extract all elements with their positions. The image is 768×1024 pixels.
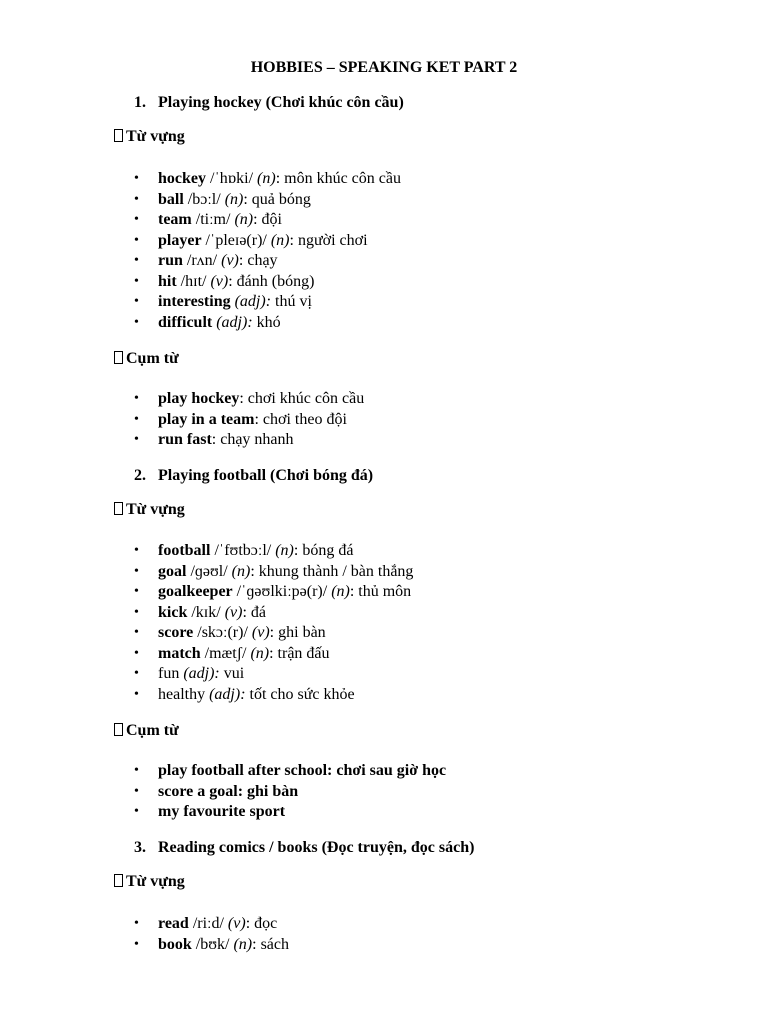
- bullet-icon: •: [134, 625, 139, 640]
- bullet-icon: •: [134, 686, 139, 702]
- bullet-icon: •: [134, 273, 139, 289]
- vocab-heading: [114, 500, 185, 520]
- bullet-icon: •: [134, 563, 139, 579]
- bullet-icon: •: [134, 543, 139, 558]
- phrase-heading: [114, 349, 179, 369]
- bullet-icon: •: [134, 232, 139, 248]
- missing-glyph-icon: [114, 502, 123, 515]
- vocab-label: Từ vựng: [126, 128, 185, 145]
- missing-glyph-icon: [114, 874, 123, 887]
- vocab-label: Từ vựng: [126, 873, 185, 890]
- bullet-icon: •: [134, 604, 139, 620]
- bullet-icon: •: [134, 432, 139, 447]
- bullet-icon: •: [134, 916, 139, 931]
- vocab-label: Từ vựng: [126, 501, 185, 518]
- bullet-icon: •: [134, 666, 139, 681]
- bullet-icon: •: [134, 783, 139, 799]
- section-number: 1.: [134, 94, 146, 111]
- vocab-heading: [114, 872, 185, 892]
- document-title: HOBBIES – SPEAKING KET PART 2: [250, 59, 518, 76]
- phrase-label: Cụm từ: [126, 722, 179, 739]
- vocab-heading: [114, 127, 185, 147]
- section-number: 2.: [134, 467, 146, 484]
- phrase-label: Cụm từ: [126, 350, 179, 367]
- bullet-icon: •: [134, 212, 139, 227]
- phrase-heading: [114, 721, 179, 741]
- bullet-icon: •: [134, 763, 139, 778]
- section-title: Playing football (Chơi bóng đá): [158, 467, 374, 484]
- bullet-icon: •: [134, 171, 139, 186]
- bullet-icon: •: [134, 936, 139, 952]
- bullet-icon: •: [134, 294, 139, 309]
- bullet-icon: •: [134, 804, 139, 819]
- section-title: Reading comics / books (Đọc truyện, đọc sách): [158, 839, 475, 856]
- document-page: HOBBIES – SPEAKING KET PART 2 1. Playing hockey (Chơi khúc côn cầu) Từ vựng • hockey /ˈhɒki/ (n): môn khúc côn cầu • ball /bɔːl/ (n): quả bóng • team /tiːm/ (n): đội • player /ˈpleɪə(r)/ (n): người chơi • run /rʌn/ (v): chạy • hit /hɪt/ (v): đánh (bóng) • interesting (adj): thú vị • difficult (adj): khó Cụm từ • play hockey: chơi khúc côn cầu • play in a team: chơi theo đội • run fast: chạy nhanh 2. Playing football (Chơi bóng đá) Từ vựng • football /ˈfʊtbɔːl/ (n): bóng đá • goal /ɡəʊl/ (n): khung thành / bàn thắng • goalkeeper /ˈɡəʊlkiːpə(r)/ (n): thủ môn • kick /kɪk/ (v): đá • score /skɔː(r)/ (v): ghi bàn • match /mætʃ/ (n): trận đấu • fun (adj): vui • healthy (adj): tốt cho sức khỏe Cụm từ • play football after school: chơi sau giờ học • score a goal: ghi bàn • my favourite sport 3. Reading comics / books (Đọc truyện, đọc sách) Từ vựng • read /riːd/ (v): đọc • book /bʊk/ (n): sách: [0, 0, 768, 1024]
- bullet-icon: •: [134, 253, 139, 268]
- bullet-icon: •: [134, 191, 139, 207]
- missing-glyph-icon: [114, 351, 123, 364]
- missing-glyph-icon: [114, 129, 123, 142]
- bullet-icon: •: [134, 645, 139, 661]
- missing-glyph-icon: [114, 723, 123, 736]
- bullet-icon: •: [134, 584, 139, 599]
- bullet-icon: •: [134, 411, 139, 427]
- section-number: 3.: [134, 839, 146, 856]
- section-title: Playing hockey (Chơi khúc côn cầu): [158, 94, 404, 111]
- bullet-icon: •: [134, 314, 139, 330]
- bullet-icon: •: [134, 391, 139, 406]
